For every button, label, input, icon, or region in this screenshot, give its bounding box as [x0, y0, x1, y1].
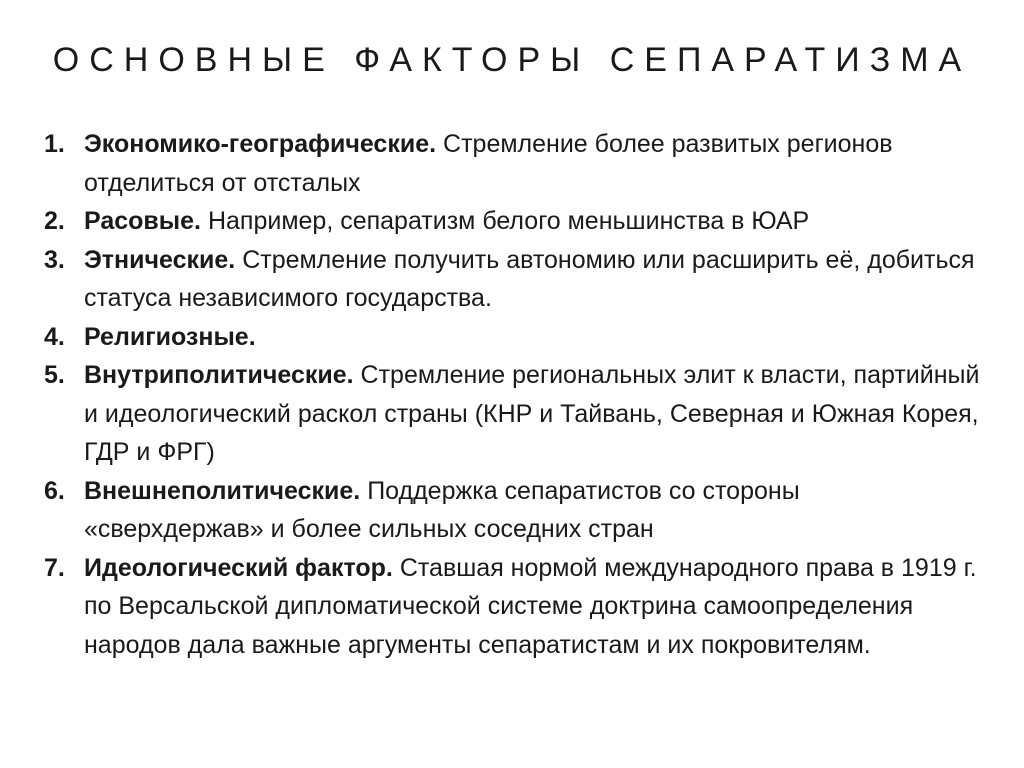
item-text: Ставшая нормой международного права в 1919 г. по Версальской дипломатической системе доктрина самоопределения народов дала важные аргументы сепаратистам и их покровителям.: [84, 553, 977, 659]
item-number: 6.: [44, 476, 65, 505]
item-number: 3.: [44, 245, 65, 274]
item-term: Идеологический фактор.: [84, 553, 393, 582]
item-number: 5.: [44, 361, 65, 389]
item-content: [84, 549, 980, 665]
factors-list: [44, 125, 980, 664]
list-item: [44, 318, 980, 357]
item-number: 7.: [44, 553, 65, 582]
item-text: Поддержка сепаратистов со стороны «сверхдержав» и более сильных соседних стран: [84, 476, 800, 543]
item-number: 2.: [44, 207, 65, 235]
item-text: Стремление получить автономию или расширить её, добиться статуса независимого государства.: [84, 245, 975, 312]
list-item: [44, 125, 980, 202]
list-item: [44, 472, 980, 549]
item-term: Внешнеполитические.: [84, 476, 361, 505]
item-text: Например, сепаратизм белого меньшинства в ЮАР: [207, 207, 810, 235]
item-content: [84, 472, 980, 549]
list-item: [44, 356, 980, 472]
item-text: Стремление более развитых регионов отделиться от отсталых: [84, 130, 893, 197]
item-term: Расовые.: [84, 207, 201, 235]
item-term: Внутриполитические.: [84, 361, 354, 389]
item-term: Религиозные.: [84, 322, 256, 351]
item-term: Этнические.: [84, 245, 236, 274]
item-text: Стремление региональных элит к власти, партийный и идеологический раскол страны (КНР и Тайвань, Северная и Южная Корея, ГДР и ФРГ): [84, 361, 980, 466]
item-number: 4.: [44, 322, 65, 351]
item-content: [84, 241, 980, 318]
item-content: [84, 356, 980, 472]
list-item: [44, 241, 980, 318]
slide-title: ОСНОВНЫЕ ФАКТОРЫ СЕПАРАТИЗМА: [52, 41, 972, 79]
item-term: Экономико-географические.: [84, 130, 437, 158]
item-content: [84, 318, 980, 357]
item-content: [84, 202, 980, 241]
item-number: 1.: [44, 130, 65, 158]
list-item: [44, 549, 980, 665]
list-item: [44, 202, 980, 241]
item-content: [84, 125, 980, 202]
